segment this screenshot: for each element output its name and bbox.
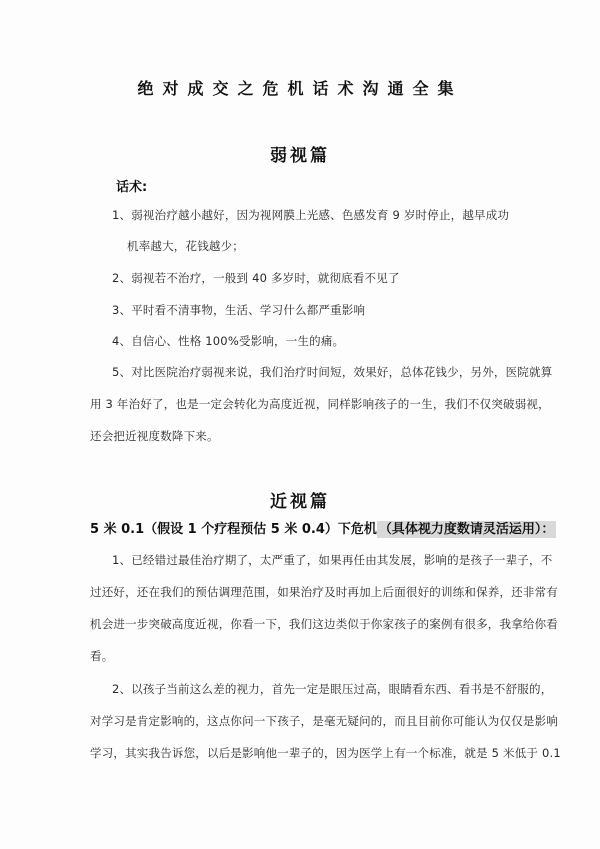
paragraph-line: 机会进一步突破高度近视，你看一下，我们这边类似于你家孩子的案例有很多，我拿给你看: [90, 617, 558, 631]
paragraph-line: 过还好，还在我们的预估调理范围，如果治疗及时再加上后面很好的训练和保养，还非常有: [90, 585, 558, 599]
section-heading-myopia: 近视篇: [270, 492, 330, 512]
section-heading-amblyopia: 弱视篇: [270, 146, 330, 166]
paragraph-line: 3、平时看不清事物，生活、学习什么都严重影响: [112, 303, 366, 317]
paragraph-line: 看。: [90, 649, 114, 663]
paragraph-line: 用 3 年治好了，也是一定会转化为高度近视，同样影响孩子的一生，我们不仅突破弱视，: [90, 397, 550, 411]
paragraph-line: 4、自信心、性格 100%受影响，一生的痛。: [112, 334, 345, 348]
paragraph-line: 还会把近视度数降下来。: [90, 429, 219, 443]
paragraph-line: 2、以孩子当前这么差的视力，首先一定是眼压过高，眼睛看东西、看书是不舒服的，: [112, 682, 553, 696]
paragraph-line: 5、对比医院治疗弱视来说，我们治疗时间短，效果好，总体花钱少，另外，医院就算: [112, 365, 553, 379]
subheading-highlight: （具体视力度数请灵活运用）：: [378, 522, 555, 537]
subheading-text: 5 米 0.1（假设 1 个疗程预估 5 米 0.4）下危机: [90, 522, 377, 537]
script-label: 话术:: [116, 180, 148, 195]
paragraph-line: 学习，其实我告诉您，以后是影响他一辈子的，因为医学上有一个标准，就是 5 米低于 0.1: [90, 746, 561, 760]
paragraph-line: 2、弱视若不治疗，一般到 40 多岁时，就彻底看不见了: [112, 271, 400, 285]
paragraph-line: 1、弱视治疗越小越好，因为视网膜上光感、色感发育 9 岁时停止，越早成功: [112, 208, 510, 222]
paragraph-line: 1、已经错过最佳治疗期了，太严重了，如果再任由其发展，影响的是孩子一辈子，不: [112, 553, 553, 567]
paragraph-line: 机率越大，花钱越少；: [127, 239, 244, 253]
document-title: 绝对成交之危机话术沟通全集: [137, 79, 463, 98]
paragraph-line: 对学习是肯定影响的，这点你问一下孩子，是毫无疑问的，而且目前你可能认为仅仅是影响: [90, 714, 558, 728]
myopia-subheading: [90, 518, 556, 537]
